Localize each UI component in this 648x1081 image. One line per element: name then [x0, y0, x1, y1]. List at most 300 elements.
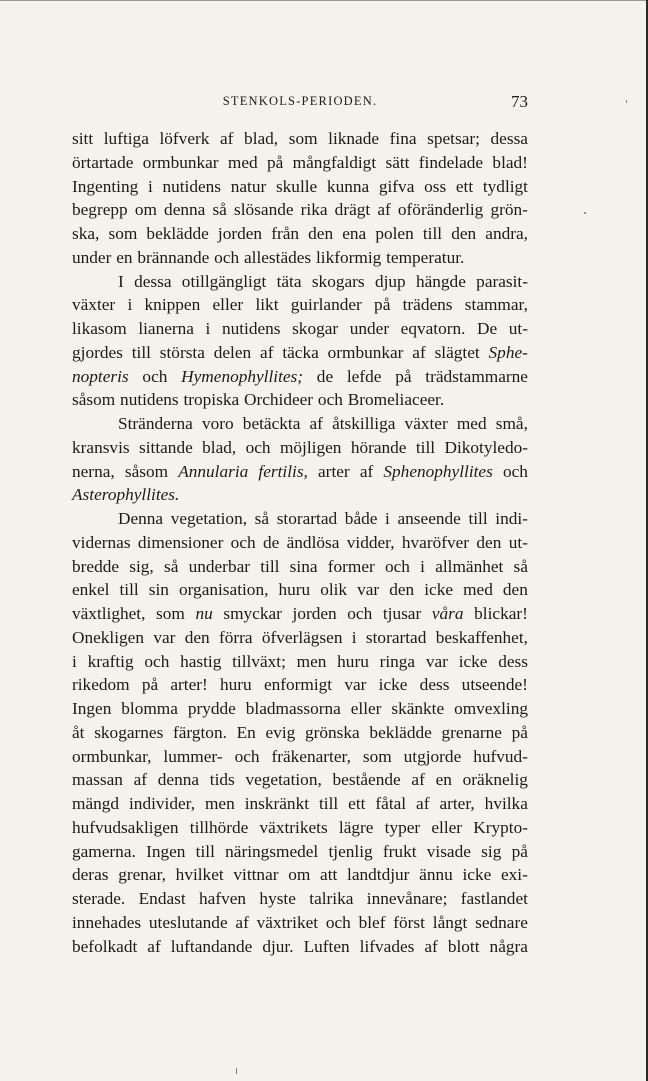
word: af — [133, 770, 148, 790]
word: så — [513, 556, 528, 576]
word: så — [163, 556, 179, 576]
word: så — [254, 509, 270, 528]
word: jorden — [292, 604, 337, 623]
word: så — [212, 200, 227, 220]
word: innehades — [72, 912, 142, 932]
word: till — [195, 841, 215, 861]
word: i — [205, 319, 211, 338]
word: hyste — [259, 889, 296, 908]
word: under — [349, 319, 390, 338]
word: slösande — [234, 200, 294, 220]
word: trädens — [402, 295, 453, 315]
word: till — [415, 437, 436, 457]
text-line — [72, 365, 528, 389]
word: den — [502, 580, 528, 600]
word: icke — [378, 675, 408, 695]
body-text — [72, 127, 528, 958]
word: en — [435, 770, 452, 790]
word: grön- — [490, 200, 528, 220]
word: eller — [431, 817, 463, 837]
word: åt — [72, 722, 85, 742]
word: af — [377, 200, 391, 220]
word: hafven — [199, 889, 247, 908]
word: öfverlägsen — [261, 627, 343, 647]
word: eller — [212, 295, 244, 315]
word: sterade. — [72, 889, 126, 908]
word: gjordes — [72, 342, 123, 362]
word: ändlösa — [286, 532, 340, 552]
word: om — [288, 865, 311, 885]
word: uteslutande — [148, 912, 228, 932]
word: huru — [278, 580, 311, 600]
word: utseende! — [461, 675, 528, 695]
word: de — [262, 532, 280, 552]
running-title: STENKOLS-PERIODEN. — [222, 94, 378, 108]
word: mångfaldigt — [292, 152, 377, 172]
word: i — [147, 176, 153, 196]
word: på — [374, 295, 391, 315]
word: långt — [432, 912, 468, 932]
word: otillgängligt — [181, 271, 267, 291]
word: fina — [389, 129, 417, 148]
word: ska, — [72, 224, 100, 243]
word: frukt — [382, 841, 417, 861]
word: Denna — [118, 509, 164, 528]
word: på — [141, 675, 159, 695]
word: former — [327, 556, 375, 576]
word: den — [389, 580, 415, 600]
word: Dikotyledo- — [444, 437, 528, 457]
word: polen — [375, 224, 414, 243]
word: dessa — [490, 129, 528, 148]
word: blomma — [121, 699, 178, 718]
word: djur. — [262, 936, 294, 956]
word: begrepp — [72, 200, 128, 220]
text-line — [72, 673, 528, 697]
text-line — [72, 412, 528, 436]
word: af — [220, 129, 234, 148]
text-line — [72, 222, 528, 246]
word: med — [463, 580, 493, 600]
word: jorden — [217, 224, 263, 243]
paper-speck — [236, 1068, 237, 1074]
text-line — [72, 578, 528, 602]
word: individer, — [129, 794, 196, 813]
text-line — [72, 317, 528, 341]
word: anseende — [397, 509, 461, 528]
word: Orchideer — [243, 390, 314, 410]
word: inskränkt — [244, 794, 310, 813]
word: sig, — [129, 556, 154, 576]
word: drägt — [334, 200, 371, 220]
word: af — [235, 912, 249, 932]
word: hörande — [350, 437, 407, 457]
word: af — [411, 770, 425, 790]
word: ett — [348, 794, 366, 813]
word: befolkadt — [72, 936, 138, 956]
word: möjligen — [279, 437, 342, 457]
word: både — [344, 509, 378, 528]
word: vegetation, — [245, 770, 322, 790]
word: betäckta — [242, 414, 301, 433]
paper-speck — [626, 100, 627, 103]
word: af — [260, 342, 274, 362]
word: tydligt — [482, 176, 528, 196]
word: mängd — [72, 794, 120, 813]
word: andra, — [485, 224, 528, 243]
text-line — [72, 531, 528, 555]
word: indi- — [495, 509, 528, 528]
word: kransvis — [72, 437, 130, 457]
word: eller — [350, 699, 382, 718]
word: hvaröfver — [401, 532, 470, 552]
word: skogarnes — [94, 722, 164, 742]
word: växtlighet, — [72, 604, 146, 623]
italic-word: nopteris — [72, 366, 129, 386]
word: ett — [455, 176, 474, 196]
page-number: 73 — [511, 92, 528, 111]
word: huru — [337, 651, 369, 671]
italic-word: fertilis, — [258, 461, 308, 481]
word: underbar — [188, 556, 251, 576]
word: till — [260, 556, 280, 576]
word: täcka — [282, 342, 319, 362]
word: oss — [424, 176, 447, 196]
word: tids — [209, 770, 235, 790]
word: nutidens — [120, 390, 179, 410]
italic-word: Asterophyllites. — [72, 485, 180, 505]
text-line — [72, 792, 528, 816]
word: innevånare; — [366, 889, 448, 908]
text-line — [72, 293, 528, 317]
word: deras — [72, 865, 109, 885]
word: Ingenting — [72, 176, 139, 196]
word: sin — [148, 580, 169, 600]
word: knippen — [144, 295, 201, 315]
text-line — [72, 697, 528, 721]
italic-word: Hymenophyllites; — [181, 366, 304, 386]
word: icke — [462, 865, 492, 885]
text-line — [72, 246, 528, 270]
text-line — [72, 483, 528, 507]
text-line — [72, 745, 528, 769]
word: likasom — [72, 319, 127, 338]
word: den — [308, 224, 334, 243]
word: sednare — [475, 912, 528, 932]
word: parasit- — [476, 271, 528, 291]
word: ormbunkar, — [72, 746, 152, 766]
word: vidernas — [72, 532, 131, 552]
word: löfverk — [159, 129, 210, 148]
word: hufvud- — [473, 746, 528, 766]
word: sina — [289, 556, 318, 576]
word: och — [214, 247, 240, 267]
text-line — [72, 650, 528, 674]
word: temperatur. — [386, 247, 465, 267]
word: liknade — [328, 129, 380, 148]
word: var — [344, 675, 367, 695]
word: af — [416, 794, 430, 813]
word: beklädde — [146, 224, 209, 243]
word: och — [502, 461, 528, 481]
word: Ingen — [72, 699, 112, 718]
word: icke — [424, 580, 454, 600]
word: den — [184, 627, 210, 647]
word: trädstammarne — [425, 366, 528, 386]
italic-word: Annularia — [178, 461, 249, 481]
word: bestående — [332, 770, 401, 790]
word: tjenlig — [328, 841, 373, 861]
word: bladmassorna — [245, 699, 341, 718]
word: likt — [255, 295, 279, 315]
word: bredde — [72, 556, 120, 576]
word: och — [144, 651, 170, 671]
word: nutidens — [221, 319, 281, 338]
word: var — [153, 627, 176, 647]
word: dimensioner — [137, 532, 224, 552]
word: till — [119, 580, 139, 600]
word: grönska — [305, 722, 360, 742]
word: på — [266, 152, 284, 172]
italic-word: Sphenophyllites — [383, 461, 493, 481]
word: var — [425, 651, 448, 671]
word: guirlander — [290, 295, 362, 315]
word: först — [393, 912, 425, 932]
word: i — [420, 556, 425, 576]
word: dess — [419, 675, 450, 695]
word: och — [230, 532, 256, 552]
word: ut- — [508, 532, 528, 552]
word: täta — [276, 271, 302, 291]
word: slägtet — [434, 342, 480, 362]
word: evig — [265, 722, 296, 742]
word: som — [362, 746, 392, 766]
word: Onekligen — [72, 627, 144, 647]
paper-speck — [584, 212, 586, 214]
word: ut- — [508, 319, 528, 338]
text-line — [72, 151, 528, 175]
italic-word: nu — [195, 604, 213, 623]
word: växtrikets — [259, 817, 328, 837]
word: En — [236, 722, 256, 742]
word: till — [131, 342, 151, 362]
word: vegetation, — [170, 509, 248, 528]
word: men — [204, 794, 235, 813]
word: prydde — [187, 699, 236, 718]
word: till — [318, 794, 339, 813]
word: ormbunkar — [327, 342, 404, 362]
word: omvexling — [454, 699, 528, 718]
word: arter — [318, 461, 350, 481]
text-line — [72, 127, 528, 151]
word: beklädde — [369, 722, 432, 742]
page-header — [72, 92, 528, 116]
word: och — [234, 746, 260, 766]
word: vittnar — [233, 865, 279, 885]
page-top-edge — [0, 0, 648, 1]
word: och — [347, 604, 373, 623]
word: skänkte — [391, 699, 445, 718]
word: Krypto- — [473, 817, 528, 837]
word: djup — [374, 271, 406, 291]
word: kunna — [326, 176, 370, 196]
word: gifva — [378, 176, 415, 196]
word: sig — [481, 841, 502, 861]
word: af — [147, 936, 161, 956]
word: denna — [157, 770, 200, 790]
word: natur — [230, 176, 267, 196]
word: Luften — [303, 936, 350, 956]
word: till — [468, 509, 488, 528]
word: storartad — [276, 509, 338, 528]
word: sätt — [385, 152, 410, 172]
word: exi- — [501, 865, 528, 885]
text-line — [72, 175, 528, 199]
word: färgton. — [173, 722, 227, 742]
word: fräkenarter, — [271, 746, 351, 766]
word: blickar! — [474, 604, 528, 623]
text-line — [72, 863, 528, 887]
word: Stränderna — [118, 414, 193, 433]
word: blad, — [244, 129, 279, 148]
word: blad! — [492, 152, 528, 172]
word: skulle — [275, 176, 318, 196]
word: förra — [218, 627, 253, 647]
text-line — [72, 935, 528, 959]
word: som — [156, 604, 185, 623]
word: till — [422, 224, 443, 243]
word: hängde — [415, 271, 466, 291]
word: under — [72, 247, 112, 267]
word: allestädes — [243, 247, 312, 267]
word: visade — [426, 841, 471, 861]
word: i — [72, 651, 77, 671]
word: som — [108, 224, 138, 243]
word: på — [395, 366, 412, 386]
word: dessa — [134, 271, 172, 291]
word: ännu — [419, 865, 453, 885]
word: att — [320, 865, 338, 885]
word: med — [456, 414, 487, 433]
word: delen — [213, 342, 252, 362]
text-line — [72, 768, 528, 792]
word: tjusar — [382, 604, 422, 623]
word: den — [451, 224, 477, 243]
word: fåtal — [375, 794, 407, 813]
word: af — [359, 461, 374, 481]
word: lifvades — [359, 936, 415, 956]
word: oräknelig — [462, 770, 528, 790]
word: och — [245, 437, 271, 457]
word: talrika — [309, 889, 354, 908]
word: såsom — [72, 390, 116, 410]
word: och — [384, 556, 410, 576]
word: Endast — [138, 889, 186, 908]
word: beskaffenhet, — [435, 627, 528, 647]
word: enformigt — [263, 675, 333, 695]
word: och — [325, 912, 351, 932]
word: vidder, — [346, 532, 395, 552]
word: rika — [300, 200, 328, 220]
word: var — [357, 580, 380, 600]
text-line — [72, 555, 528, 579]
word: från — [271, 224, 300, 243]
word: kraftig — [87, 651, 134, 671]
text-line — [72, 436, 528, 460]
word: ormbunkar — [142, 152, 219, 172]
word: blott — [447, 936, 480, 956]
word: stammar, — [464, 295, 528, 315]
text-line — [72, 911, 528, 935]
word: massan — [72, 770, 123, 790]
text-line — [72, 816, 528, 840]
word: blef — [358, 912, 386, 932]
word: hvilket — [175, 865, 224, 885]
word: typer — [384, 817, 421, 837]
word: som — [288, 129, 318, 148]
word: likformig — [316, 247, 382, 267]
word: ringa — [379, 651, 416, 671]
word: tillväxt; — [232, 651, 286, 671]
word: örtartade — [72, 152, 134, 172]
word: hastig — [180, 651, 222, 671]
word: den — [476, 532, 502, 552]
italic-word: Sphe- — [488, 342, 528, 362]
word: arter, — [439, 794, 475, 813]
word: en — [116, 247, 133, 267]
word: blad, — [202, 437, 237, 457]
text-line — [72, 270, 528, 294]
word: findelade — [418, 152, 484, 172]
word: näringsmedel — [225, 841, 319, 861]
word: lianerna — [138, 319, 194, 338]
word: men — [296, 651, 327, 671]
word: i — [127, 295, 133, 315]
word: utgjorde — [403, 746, 462, 766]
word: olik — [320, 580, 348, 600]
word: eqvatorn. — [400, 319, 466, 338]
word: några — [489, 936, 528, 956]
word: och — [317, 390, 343, 410]
word: rikedom — [72, 675, 130, 695]
word: Ingen — [146, 841, 186, 861]
word: skogar — [292, 319, 339, 338]
word: åtskilliga — [332, 414, 396, 433]
word: dess — [498, 651, 528, 671]
word: oföränderlig — [397, 200, 484, 220]
word: växtriket — [256, 912, 319, 932]
word: Bromeliaceer. — [347, 390, 445, 410]
word: brännande — [137, 247, 210, 267]
word: grenar, — [118, 865, 166, 885]
word: nutidens — [162, 176, 222, 196]
word: I — [118, 271, 124, 291]
word: små, — [495, 414, 528, 433]
text-line — [72, 840, 528, 864]
text-line — [72, 388, 528, 412]
text-line — [72, 198, 528, 222]
word: nerna, — [72, 461, 115, 481]
text-line — [72, 721, 528, 745]
word: ena — [342, 224, 367, 243]
word: lefde — [346, 366, 382, 386]
word: i — [351, 627, 357, 647]
word: lummer- — [163, 746, 223, 766]
word: tropiska — [183, 390, 240, 410]
text-line — [72, 507, 528, 531]
word: De — [477, 319, 498, 338]
word: i — [385, 509, 390, 528]
